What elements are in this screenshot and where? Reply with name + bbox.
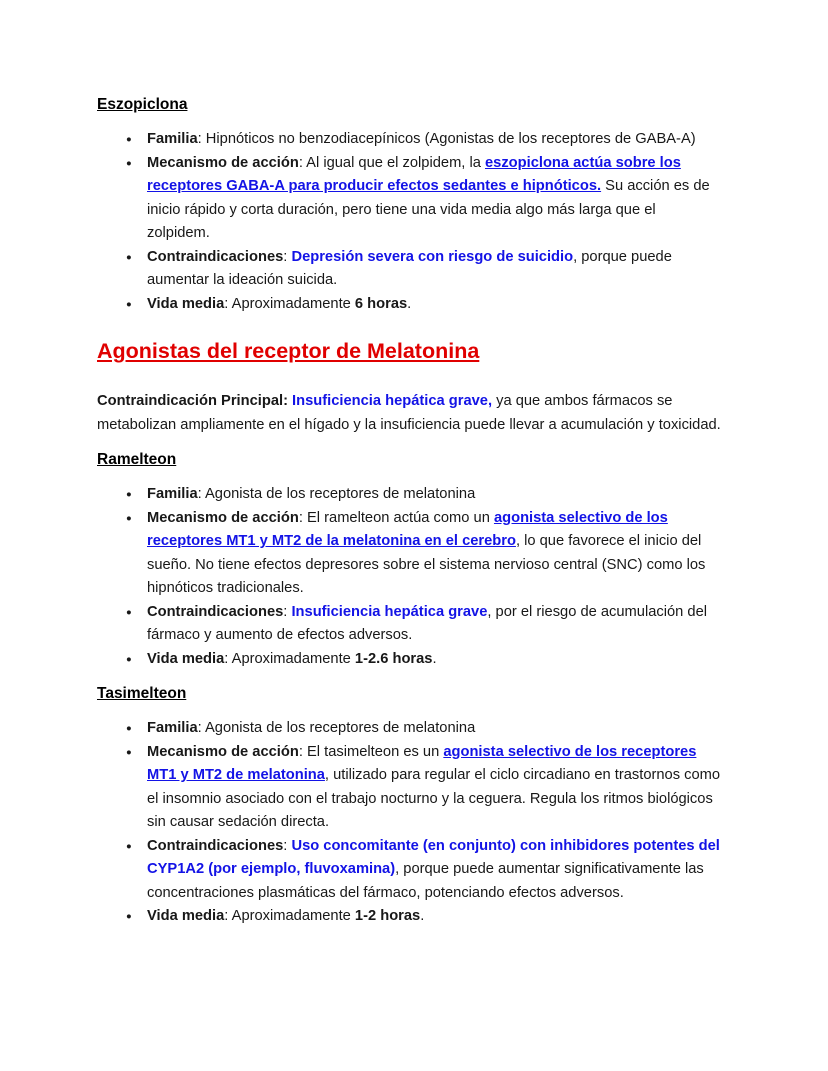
bullet-label: Familia	[147, 720, 198, 736]
bullet-text: :	[283, 603, 292, 620]
bullet-list-ramelteon	[97, 483, 721, 671]
bullet-tasimelteon-familia	[97, 717, 721, 741]
intro-text: ya que ambos fármacos se metabolizan ampliamente en el hígado y la insuficiencia puede llevar a acumulación y toxicidad.	[97, 393, 721, 433]
bullet-label: Familia	[147, 486, 198, 502]
bullet-label: Familia	[147, 131, 198, 147]
highlight-text: Uso concomitante (en conjunto) con inhibidores potentes del CYP1A2 (por ejemplo, fluvoxamina)	[147, 837, 720, 877]
bullet-list-eszopiclona	[97, 128, 721, 316]
bullet-text: : Al igual que el zolpidem, la	[298, 154, 485, 171]
bullet-label: Mecanismo de acción	[147, 509, 299, 526]
bullet-tasimelteon-mecanismo	[97, 741, 721, 835]
bullet-label: Mecanismo de acción	[147, 743, 299, 760]
bullet-value: 1-2.6 horas	[354, 650, 433, 667]
bullet-eszopiclona-vida-media	[97, 293, 721, 317]
highlight-text: Insuficiencia hepática grave,	[287, 393, 493, 409]
section-heading-eszopiclona: Eszopiclona	[97, 96, 188, 113]
intro-label: Contraindicación Principal:	[97, 393, 288, 409]
bullet-text: Su acción es de inicio rápido y corta duración, pero tiene una vida media algo más larga que el zolpidem.	[147, 178, 710, 241]
bullet-label: Vida media	[147, 295, 225, 312]
bullet-text: , porque puede aumentar la ideación suicida.	[147, 248, 672, 288]
bullet-text: , utilizado para regular el ciclo circadiano en trastornos como el insomnio asociado con el trabajo nocturno y la ceguera. Regula los ritmos biológicos sin causar sedación directa.	[147, 767, 721, 830]
bullet-ramelteon-familia	[97, 483, 721, 507]
bullet-label: Vida media	[147, 650, 225, 667]
highlight-text: Depresión severa con riesgo de suicidio	[291, 248, 574, 265]
bullet-tasimelteon-vida-media	[97, 905, 721, 929]
bullet-label: Contraindicaciones	[147, 248, 284, 265]
section-heading-ramelteon: Ramelteon	[97, 451, 177, 468]
bullet-text: : Aproximadamente	[224, 295, 355, 312]
bullet-text: : Aproximadamente	[224, 650, 355, 667]
bullet-eszopiclona-mecanismo	[97, 152, 721, 246]
bullet-label: Vida media	[147, 908, 225, 924]
bullet-text: , lo que favorece el inicio del sueño. No tiene efectos depresores sobre el sistema nervioso central (SNC) como los hipnóticos tradicionales.	[147, 533, 706, 596]
bullet-value: 1-2 horas	[354, 908, 421, 924]
bullet-text: .	[420, 908, 425, 924]
bullet-text: : El tasimelteon es un	[298, 743, 444, 760]
bullet-text: : Aproximadamente	[224, 908, 355, 924]
link-tasimelteon-mecanismo[interactable]: agonista selectivo de los receptores MT1 y MT2 de melatonina	[147, 743, 697, 783]
bullet-text: .	[407, 295, 412, 312]
bullet-list-tasimelteon	[97, 717, 721, 929]
bullet-ramelteon-contraindicaciones	[97, 601, 721, 648]
highlight-text: Insuficiencia hepática grave	[291, 603, 488, 620]
section-heading-tasimelteon: Tasimelteon	[97, 685, 187, 702]
bullet-text: :	[283, 248, 292, 265]
bullet-text: : Hipnóticos no benzodiacepínicos (Agonistas de los receptores de GABA-A)	[197, 131, 696, 147]
bullet-text: : Agonista de los receptores de melatonina	[197, 486, 476, 502]
bullet-text: : Agonista de los receptores de melatonina	[197, 720, 476, 736]
link-eszopiclona-mecanismo[interactable]: eszopiclona actúa sobre los receptores GABA-A para producir efectos sedantes e hipnóticos.	[147, 154, 681, 194]
bullet-ramelteon-mecanismo	[97, 507, 721, 601]
section-heading-melatonina: Agonistas del receptor de Melatonina	[97, 339, 480, 363]
bullet-text: : El ramelteon actúa como un	[298, 509, 494, 526]
bullet-ramelteon-vida-media	[97, 648, 721, 672]
bullet-label: Mecanismo de acción	[147, 154, 299, 171]
bullet-text: :	[283, 837, 292, 854]
bullet-text: .	[432, 650, 437, 667]
melatonina-intro-paragraph	[97, 390, 721, 437]
bullet-eszopiclona-familia	[97, 128, 721, 152]
bullet-label: Contraindicaciones	[147, 603, 284, 620]
link-ramelteon-mecanismo[interactable]: agonista selectivo de los receptores MT1 y MT2 de la melatonina en el cerebro	[147, 509, 668, 549]
bullet-eszopiclona-contraindicaciones	[97, 246, 721, 293]
bullet-text: , por el riesgo de acumulación del fármaco y aumento de efectos adversos.	[147, 603, 708, 643]
bullet-tasimelteon-contraindicaciones	[97, 835, 721, 906]
bullet-label: Contraindicaciones	[147, 837, 284, 854]
bullet-value: 6 horas	[354, 295, 408, 312]
bullet-text: , porque puede aumentar significativamente las concentraciones plasmáticas del fármaco, potenciando efectos adversos.	[147, 861, 704, 901]
